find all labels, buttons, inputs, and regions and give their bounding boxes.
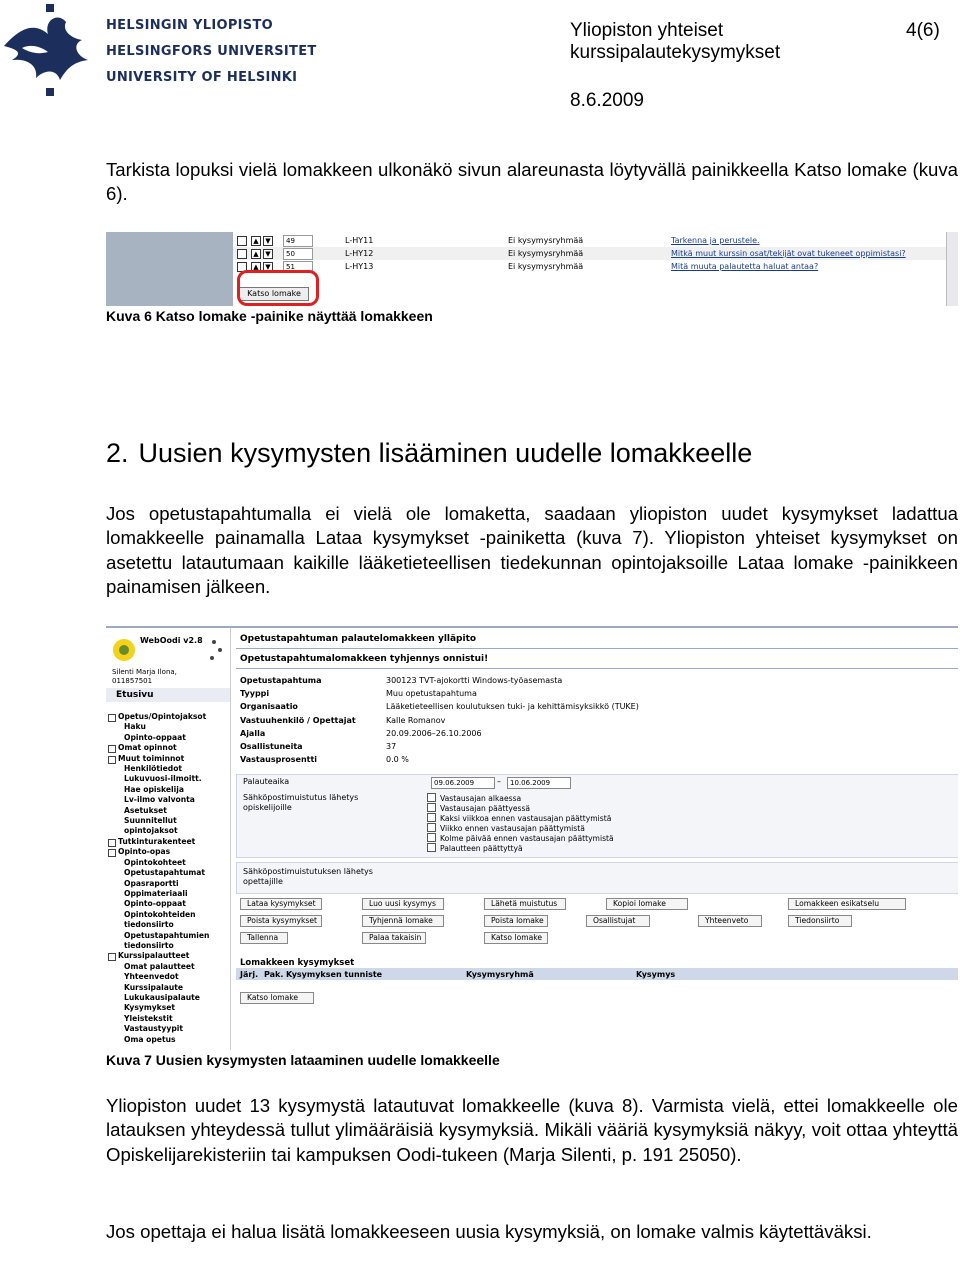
sidebar-menu-item[interactable]: Opetustapahtumien — [124, 930, 210, 940]
highlight-ring — [237, 270, 319, 306]
sidebar-menu-item[interactable]: Lukukausipalaute — [124, 992, 200, 1002]
question-table-header — [236, 968, 958, 980]
info-value: 37 — [386, 741, 397, 751]
sidebar-menu-item[interactable]: Tutkinturakenteet — [108, 837, 228, 847]
down-arrow-icon[interactable]: ▼ — [263, 262, 273, 272]
figure7-screenshot — [106, 626, 958, 1050]
down-arrow-icon[interactable]: ▼ — [263, 249, 273, 259]
question-code: L-HY13 — [345, 262, 374, 271]
col-kysymys: Kysymys — [636, 970, 676, 979]
sidebar-menu-item[interactable]: Omat palautteet — [124, 961, 195, 971]
info-label: Osallistuneita — [240, 741, 303, 751]
paragraph-2: Jos opetustapahtumalla ei vielä ole lomaketta, saadaan yliopiston uudet kysymykset ladattua lomakkeelle painamalla Lataa kysymykset -painiketta (kuva 7). Yliopiston yhteiset kysymykset on asetettu latautumaan kaikille lääketieteellisen tiedekunnan opintojaksoille Lataa lomake -painikkeen painamisen jälkeen. — [106, 503, 958, 598]
question-group: Ei kysymysryhmää — [508, 236, 584, 245]
sidebar-menu-item[interactable]: Opinto-oppaat — [124, 732, 186, 742]
checkbox[interactable] — [237, 249, 247, 259]
question-list-heading: Lomakkeen kysymykset — [240, 958, 355, 968]
checkbox[interactable] — [237, 236, 247, 246]
option-label: Kolme päivää ennen vastausajan päättymistä — [440, 834, 614, 843]
doc-title-line2: kurssipalautekysymykset — [570, 42, 781, 63]
nav-etusivu[interactable]: Etusivu — [106, 688, 230, 702]
page-title: Opetustapahtuman palautelomakkeen ylläpito — [240, 634, 477, 644]
poista-kysymykset-button[interactable]: Poista kysymykset — [240, 915, 322, 927]
info-label: Opetustapahtuma — [240, 676, 322, 685]
email-label: Sähköpostimuistutus lähetys opiskelijoille — [243, 793, 359, 812]
figure6-screenshot — [106, 232, 958, 306]
option-checkbox[interactable] — [427, 813, 611, 823]
flame-emblem-icon — [0, 0, 100, 100]
option-label: Palautteen päättyttyä — [440, 844, 523, 853]
sidebar-menu-item[interactable]: Muut toiminnot — [108, 754, 228, 764]
katso-lomake-button[interactable]: Katso lomake — [240, 992, 314, 1004]
lataa-kysymykset-button[interactable]: Lataa kysymykset — [240, 898, 322, 910]
date-to-input[interactable]: 10.06.2009 — [507, 777, 571, 789]
order-input[interactable]: 51 — [283, 261, 313, 273]
lomakkeen-esikatselu-button[interactable]: Lomakkeen esikatselu — [788, 898, 906, 910]
section-title: Uusien kysymysten lisääminen uudelle lomakkeelle — [138, 438, 753, 468]
divider — [236, 668, 958, 669]
yhteenveto-button[interactable]: Yhteenveto — [698, 915, 762, 927]
sidebar-menu-item[interactable]: Vastaustyypit — [124, 1024, 183, 1034]
sidebar-menu-item[interactable]: Opinto-opas — [108, 847, 228, 857]
info-label: Ajalla — [240, 728, 266, 738]
sidebar-menu-item[interactable]: Kurssipalaute — [124, 982, 184, 992]
info-row — [240, 702, 940, 715]
intro-paragraph: Tarkista lopuksi vielä lomakkeen ulkonäkö sivun alareunasta löytyvällä painikkeella Katso lomake (kuva 6). — [106, 159, 958, 205]
sidebar-menu-item[interactable]: Suunnitellut — [124, 816, 177, 826]
col-tunniste: Kysymyksen tunniste — [286, 970, 383, 979]
checkbox[interactable] — [427, 823, 436, 832]
info-row — [240, 729, 940, 742]
sidebar-menu-item[interactable]: Opintokohteiden — [124, 909, 196, 919]
sidebar-menu-item[interactable]: Kysymykset — [124, 1003, 176, 1013]
info-label: Organisaatio — [240, 702, 298, 712]
sidebar-menu-item[interactable]: Haku — [124, 722, 146, 732]
page-number: 4(6) — [906, 20, 940, 41]
sidebar-menu-item[interactable]: Yleistekstit — [124, 1013, 173, 1023]
teacher-email-label: Sähköpostimuistutuksen lähetys opettajille — [243, 867, 373, 886]
sidebar-menu-item[interactable]: Opetus/Opintojaksot — [108, 712, 228, 722]
info-row — [240, 755, 940, 768]
figure7-caption: Kuva 7 Uusien kysymysten lataaminen uudelle lomakkeelle — [106, 1052, 500, 1068]
paragraph-4: Jos opettaja ei halua lisätä lomakkeeseen uusia kysymyksiä, on lomake valmis käytettäväksi. — [106, 1221, 872, 1242]
kopioi-lomake-button[interactable]: Kopioi lomake — [606, 898, 688, 910]
doc-date: 8.6.2009 — [570, 90, 644, 111]
scrollbar[interactable] — [946, 232, 958, 306]
info-row — [240, 742, 940, 755]
info-label: Vastausprosentti — [240, 755, 318, 765]
sidebar-menu-item[interactable]: Opasraportti — [124, 878, 179, 888]
user-info — [112, 668, 177, 686]
option-checkbox[interactable] — [427, 843, 523, 853]
info-value: Kalle Romanov — [386, 715, 446, 725]
tiedonsiirto-button[interactable]: Tiedonsiirto — [788, 915, 852, 927]
sidebar-menu-item[interactable]: Opintokohteet — [124, 857, 186, 867]
question-group: Ei kysymysryhmää — [508, 262, 584, 271]
palaa-takaisin-button[interactable]: Palaa takaisin — [362, 932, 426, 944]
section-heading — [106, 438, 752, 469]
question-code: L-HY12 — [345, 249, 374, 258]
checkbox[interactable] — [427, 843, 436, 852]
up-arrow-icon[interactable]: ▲ — [251, 249, 261, 259]
option-label: Vastausajan päättyessä — [440, 804, 531, 813]
info-label: Tyyppi — [240, 689, 270, 699]
order-input[interactable]: 50 — [283, 248, 313, 260]
date-separator: – — [497, 777, 501, 786]
sidebar-menu-item[interactable]: Omat opinnot — [108, 743, 228, 753]
table-row — [233, 234, 947, 247]
checkbox[interactable] — [427, 803, 436, 812]
info-row — [240, 676, 940, 689]
date-from-input[interactable]: 09.06.2009 — [431, 777, 495, 789]
option-checkbox[interactable] — [427, 803, 530, 813]
tyhjenna-lomake-button[interactable]: Tyhjennä lomake — [362, 915, 444, 927]
user-id: 011857501 — [112, 677, 153, 685]
option-label: Viikko ennen vastausajan päättymistä — [440, 824, 585, 833]
sidebar-menu-item[interactable]: Lv-ilmo valvonta — [124, 795, 195, 805]
up-arrow-icon[interactable]: ▲ — [251, 262, 261, 272]
table-row — [233, 260, 947, 273]
sidebar-menu-item[interactable]: Oma opetus — [124, 1034, 176, 1044]
divider — [236, 648, 958, 649]
paragraph-3: Yliopiston uudet 13 kysymystä latautuvat lomakkeelle (kuva 8). Varmista vielä, ettei lomakkeelle ole latauksen yhteydessä tullut ylimääräisiä kysymyksiä. Mikäli vääriä kysymyksiä näkyy, voit ottaa yhteyttä Opiskelijarekisteriin tai kampuksen Oodi-tukeen (Marja Silenti, p. 191 25050). — [106, 1095, 958, 1165]
tallenna-button[interactable]: Tallenna — [240, 932, 288, 944]
option-label: Kaksi viikkoa ennen vastausajan päättymistä — [440, 814, 612, 823]
sidebar-menu-item[interactable]: Henkilötiedot — [124, 764, 183, 774]
question-code: L-HY11 — [345, 236, 374, 245]
sidebar-menu — [108, 712, 228, 1045]
down-arrow-icon[interactable]: ▼ — [263, 236, 273, 246]
app-name: WebOodi v2.8 — [140, 636, 203, 645]
weboodi-logo — [108, 632, 230, 668]
question-link[interactable]: Mitä muuta palautetta haluat antaa? — [671, 262, 819, 271]
question-group: Ei kysymysryhmää — [508, 249, 584, 258]
sidebar-menu-item[interactable]: Opetustapahtumat — [124, 868, 206, 878]
order-input[interactable]: 49 — [283, 235, 313, 247]
logo-text-fi: HELSINGIN YLIOPISTO — [106, 18, 273, 33]
option-label: Vastausajan alkaessa — [440, 794, 522, 803]
palauteaika-label: Palauteaika — [243, 777, 290, 786]
info-value: Muu opetustapahtuma — [386, 689, 477, 699]
osallistujat-button[interactable]: Osallistujat — [586, 915, 650, 927]
question-link[interactable]: Mitkä muut kurssin osat/tekijät ovat tukeneet oppimistasi? — [671, 249, 906, 258]
luo-uusi-kysymys-button[interactable]: Luo uusi kysymys — [362, 898, 444, 910]
sidebar-menu-item[interactable]: Kurssipalautteet — [108, 951, 228, 961]
sidebar-menu-item[interactable]: tiedonsiirto — [124, 940, 174, 950]
checkbox[interactable] — [427, 793, 436, 802]
question-link[interactable]: Tarkenna ja perustele. — [671, 236, 760, 245]
col-jarj: Järj. — [240, 970, 259, 979]
info-value: 0.0 % — [386, 755, 409, 765]
option-checkbox[interactable] — [427, 793, 521, 803]
university-logo — [0, 0, 100, 100]
sidebar-menu-item[interactable]: Opinto-oppaat — [124, 899, 186, 909]
katso-lomake-button[interactable]: Katso lomake — [239, 287, 309, 301]
info-row — [240, 716, 940, 729]
user-name: Silenti Marja Ilona, — [112, 668, 177, 676]
logo-text-en: UNIVERSITY OF HELSINKI — [106, 70, 298, 85]
figure6-caption: Kuva 6 Katso lomake -painike näyttää lomakkeen — [106, 308, 433, 324]
sidebar-menu-item[interactable]: Lukuvuosi-ilmoitt. — [124, 774, 202, 784]
laheta-muistutus-button[interactable]: Lähetä muistutus — [484, 898, 566, 910]
checkbox[interactable] — [427, 813, 436, 822]
figure6-sidebar — [106, 232, 233, 306]
option-checkbox[interactable] — [427, 833, 614, 843]
col-kysymysryhma: Kysymysryhmä — [466, 970, 534, 979]
sidebar-menu-item[interactable]: Hae opiskelija — [124, 784, 184, 794]
logo-text-sv: HELSINGFORS UNIVERSITET — [106, 44, 317, 59]
sidebar-menu-item[interactable]: Oppimateriaali — [124, 888, 188, 898]
col-pak: Pak. — [264, 970, 284, 979]
info-value: 300123 TVT-ajokortti Windows-työasemasta — [386, 676, 563, 685]
status-message: Opetustapahtumalomakkeen tyhjennys onnistui! — [240, 654, 489, 664]
course-info — [240, 676, 940, 768]
info-row — [240, 689, 940, 702]
table-row — [233, 247, 947, 260]
sidebar-menu-item[interactable]: tiedonsiirto — [124, 920, 174, 930]
feedback-settings-panel — [236, 774, 958, 858]
poista-lomake-button[interactable]: Poista lomake — [484, 915, 548, 927]
teacher-email-panel — [236, 862, 958, 894]
weboodi-sidebar — [106, 628, 231, 1050]
sidebar-menu-item[interactable]: Yhteenvedot — [124, 972, 179, 982]
checkbox[interactable] — [427, 833, 436, 842]
option-checkbox[interactable] — [427, 823, 585, 833]
section-number: 2. — [106, 438, 129, 468]
info-value: 20.09.2006–26.10.2006 — [386, 728, 482, 738]
doc-title-line1: Yliopiston yhteiset — [570, 20, 724, 41]
sidebar-menu-item[interactable]: Asetukset — [124, 805, 167, 815]
weboodi-main — [232, 628, 958, 1050]
up-arrow-icon[interactable]: ▲ — [251, 236, 261, 246]
info-value: Lääketieteellisen koulutuksen tuki- ja kehittämisyksikkö (TUKE) — [386, 702, 639, 712]
info-label: Vastuuhenkilö / Opettajat — [240, 715, 356, 725]
katso-lomake-button-top[interactable]: Katso lomake — [484, 932, 548, 944]
sidebar-menu-item[interactable]: opintojaksot — [124, 826, 178, 836]
